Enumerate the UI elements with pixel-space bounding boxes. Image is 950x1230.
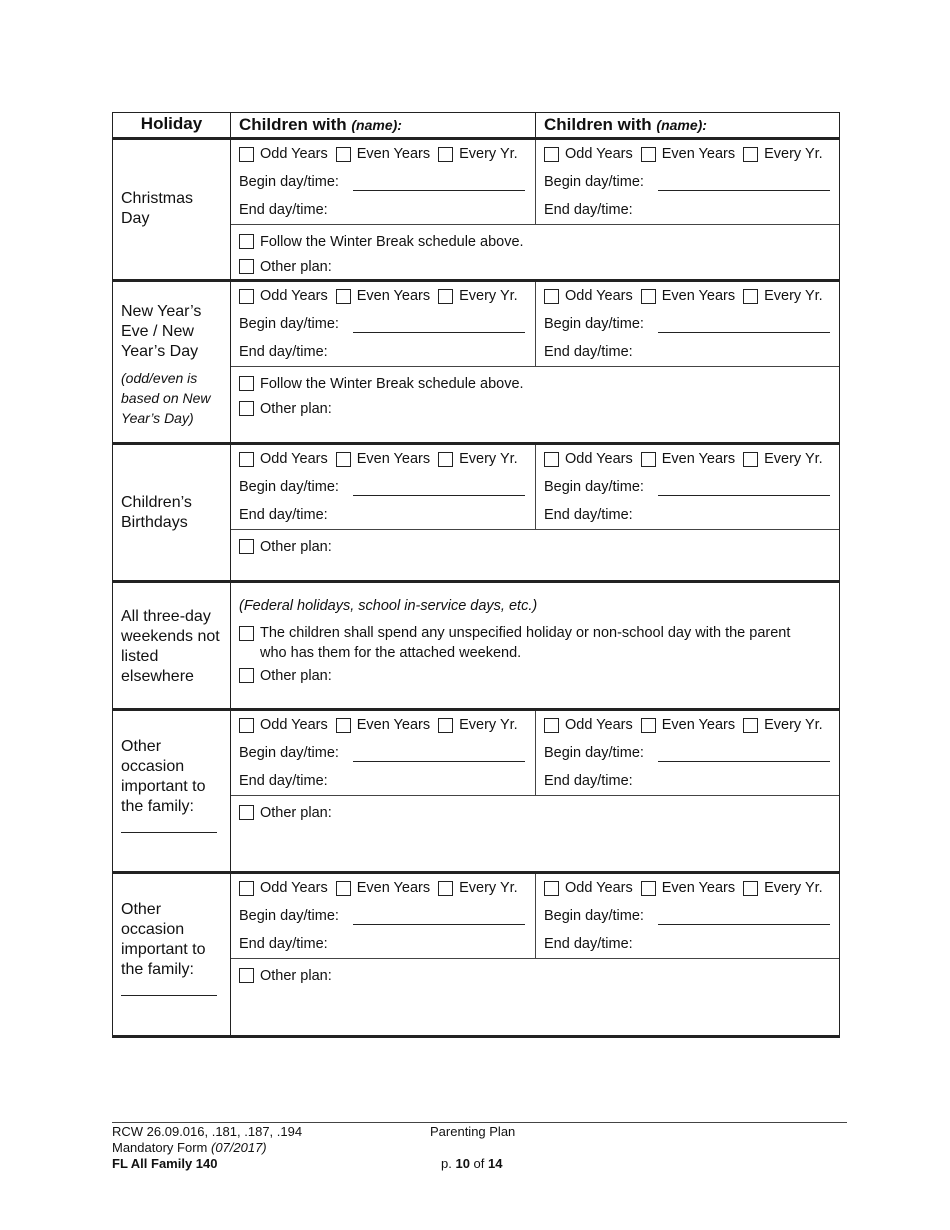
row-three-day-weekends — [113, 582, 840, 710]
row-new-year — [113, 281, 840, 444]
holiday-note: (odd/even is based on New Year’s Day) — [121, 370, 211, 426]
new-year-parent2: Odd Years Even Years Every Yr. Begin day/time: End day/time: — [535, 282, 839, 366]
even-years-checkbox[interactable] — [641, 452, 656, 467]
every-year-checkbox[interactable] — [743, 881, 758, 896]
header-children — [231, 113, 840, 139]
holiday-other-occasion-2 — [113, 873, 231, 1037]
other-plan-checkbox[interactable] — [239, 668, 254, 683]
begin-day-time-field[interactable] — [353, 174, 525, 191]
even-years-checkbox[interactable] — [641, 147, 656, 162]
new-year-parent1: Odd Years Even Years Every Yr. Begin day/time: End day/time: — [231, 282, 535, 366]
begin-day-time-field[interactable] — [658, 908, 830, 925]
even-years-checkbox[interactable] — [641, 718, 656, 733]
birthdays-details: Odd Years Even Years Every Yr. Begin day/time: End day/time: Odd Years Even Years Every Yr. Begin day/time: End day/time: Other plan: — [231, 444, 840, 582]
even-years-checkbox[interactable] — [641, 881, 656, 896]
header-holiday: Holiday — [113, 113, 231, 139]
row-other-occasion-2 — [113, 873, 840, 1037]
footer-form-id: FL All Family 140 — [112, 1156, 218, 1171]
begin-day-time-field[interactable] — [658, 479, 830, 496]
begin-day-time-field[interactable] — [658, 745, 830, 762]
unspecified-holiday-checkbox[interactable] — [239, 626, 254, 641]
every-year-checkbox[interactable] — [438, 881, 453, 896]
header-children-col2: Children with (name): — [535, 113, 839, 137]
holiday-other-occasion-1 — [113, 710, 231, 873]
odd-years-checkbox[interactable] — [239, 147, 254, 162]
every-year-checkbox[interactable] — [743, 147, 758, 162]
holiday-name: Children’s Birthdays — [121, 494, 192, 531]
holiday-christmas — [113, 139, 231, 281]
footer-statute: RCW 26.09.016, .181, .187, .194 — [112, 1124, 303, 1139]
every-year-checkbox[interactable] — [438, 147, 453, 162]
holiday-name: Christmas Day — [121, 190, 194, 227]
other-occasion-1-details: Odd Years Even Years Every Yr. Begin day/time: End day/time: Odd Years Even Years Every Yr. Begin day/time: End day/time: Other plan: — [231, 710, 840, 873]
holiday-name: New Year’s Eve / New Year’s Day — [121, 303, 202, 360]
begin-day-time-field[interactable] — [353, 745, 525, 762]
begin-day-time-field[interactable] — [658, 174, 830, 191]
odd-years-checkbox[interactable] — [544, 147, 559, 162]
footer-divider — [112, 1122, 847, 1123]
holiday-schedule-table — [112, 112, 840, 1038]
christmas-details: Odd Years Even Years Every Yr. Begin day/time: End day/time: Odd Years Even Years Every Yr. Begin day/time: End day/time: Follow the Winter Break schedule above. Other plan: — [231, 139, 840, 281]
christmas-parent2: Odd Years Even Years Every Yr. Begin day/time: End day/time: — [535, 140, 839, 224]
other-occasion-2-parent1: Odd Years Even Years Every Yr. Begin day/time: End day/time: — [231, 874, 535, 958]
holiday-new-year — [113, 281, 231, 444]
even-years-checkbox[interactable] — [336, 289, 351, 304]
holiday-name: Other occasion important to the family: — [121, 738, 206, 815]
header-children-col1: Children with (name): — [239, 115, 402, 134]
footer-page-number: p. 10 of 14 — [441, 1156, 503, 1171]
odd-years-checkbox[interactable] — [544, 718, 559, 733]
other-occasion-2-details: Odd Years Even Years Every Yr. Begin day/time: End day/time: Odd Years Even Years Every Yr. Begin day/time: End day/time: Other plan: — [231, 873, 840, 1037]
odd-years-checkbox[interactable] — [239, 718, 254, 733]
begin-day-time-field[interactable] — [658, 316, 830, 333]
holiday-birthdays — [113, 444, 231, 582]
christmas-parent1: Odd Years Even Years Every Yr. Begin day/time: End day/time: — [231, 140, 535, 224]
every-year-checkbox[interactable] — [438, 289, 453, 304]
holiday-name: All three-day weekends not listed elsewhere — [121, 608, 220, 685]
odd-years-checkbox[interactable] — [544, 289, 559, 304]
footer-mid — [430, 1124, 515, 1172]
three-day-note: (Federal holidays, school in-service days, etc.) — [239, 598, 538, 614]
even-years-checkbox[interactable] — [336, 147, 351, 162]
unspecified-holiday-label: The children shall spend any unspecified holiday or non-school day with the parent who has them for the attached weekend. — [260, 625, 791, 661]
every-year-checkbox[interactable] — [743, 452, 758, 467]
three-day-weekends-details: (Federal holidays, school in-service days, etc.) The children shall spend any unspecified holiday or non-school day with the parent who has them for the attached weekend. Other plan: — [231, 582, 840, 710]
other-plan-checkbox[interactable] — [239, 539, 254, 554]
other-occasion-1-parent1: Odd Years Even Years Every Yr. Begin day/time: End day/time: — [231, 711, 535, 795]
other-plan-checkbox[interactable] — [239, 805, 254, 820]
even-years-checkbox[interactable] — [336, 452, 351, 467]
other-plan-checkbox[interactable] — [239, 401, 254, 416]
row-christmas — [113, 139, 840, 281]
odd-years-checkbox[interactable] — [544, 881, 559, 896]
row-birthdays — [113, 444, 840, 582]
odd-years-checkbox[interactable] — [239, 452, 254, 467]
every-year-checkbox[interactable] — [438, 718, 453, 733]
occasion-name-blank[interactable] — [121, 831, 217, 833]
even-years-checkbox[interactable] — [336, 718, 351, 733]
begin-day-time-field[interactable] — [353, 479, 525, 496]
odd-years-checkbox[interactable] — [544, 452, 559, 467]
begin-day-time-field[interactable] — [353, 316, 525, 333]
follow-winter-break-checkbox[interactable] — [239, 376, 254, 391]
begin-day-time-field[interactable] — [353, 908, 525, 925]
other-occasion-2-parent2: Odd Years Even Years Every Yr. Begin day/time: End day/time: — [535, 874, 839, 958]
even-years-checkbox[interactable] — [336, 881, 351, 896]
new-year-details: Odd Years Even Years Every Yr. Begin day/time: End day/time: Odd Years Even Years Every Yr. Begin day/time: End day/time: Follow the Winter Break schedule above. Other plan: — [231, 281, 840, 444]
other-plan-checkbox[interactable] — [239, 968, 254, 983]
footer-left — [112, 1124, 302, 1172]
footer-title: Parenting Plan — [430, 1124, 516, 1139]
other-occasion-1-parent2: Odd Years Even Years Every Yr. Begin day/time: End day/time: — [535, 711, 839, 795]
odd-years-checkbox[interactable] — [239, 881, 254, 896]
every-year-checkbox[interactable] — [743, 718, 758, 733]
occasion-name-blank[interactable] — [121, 994, 217, 996]
holiday-three-day-weekends — [113, 582, 231, 710]
follow-winter-break-checkbox[interactable] — [239, 234, 254, 249]
birthdays-parent2: Odd Years Even Years Every Yr. Begin day/time: End day/time: — [535, 445, 839, 529]
other-plan-checkbox[interactable] — [239, 259, 254, 274]
birthdays-parent1: Odd Years Even Years Every Yr. Begin day/time: End day/time: — [231, 445, 535, 529]
odd-years-checkbox[interactable] — [239, 289, 254, 304]
even-years-checkbox[interactable] — [641, 289, 656, 304]
row-other-occasion-1 — [113, 710, 840, 873]
every-year-checkbox[interactable] — [743, 289, 758, 304]
every-year-checkbox[interactable] — [438, 452, 453, 467]
footer-mandatory: Mandatory Form (07/2017) — [112, 1140, 267, 1155]
holiday-name: Other occasion important to the family: — [121, 901, 206, 978]
